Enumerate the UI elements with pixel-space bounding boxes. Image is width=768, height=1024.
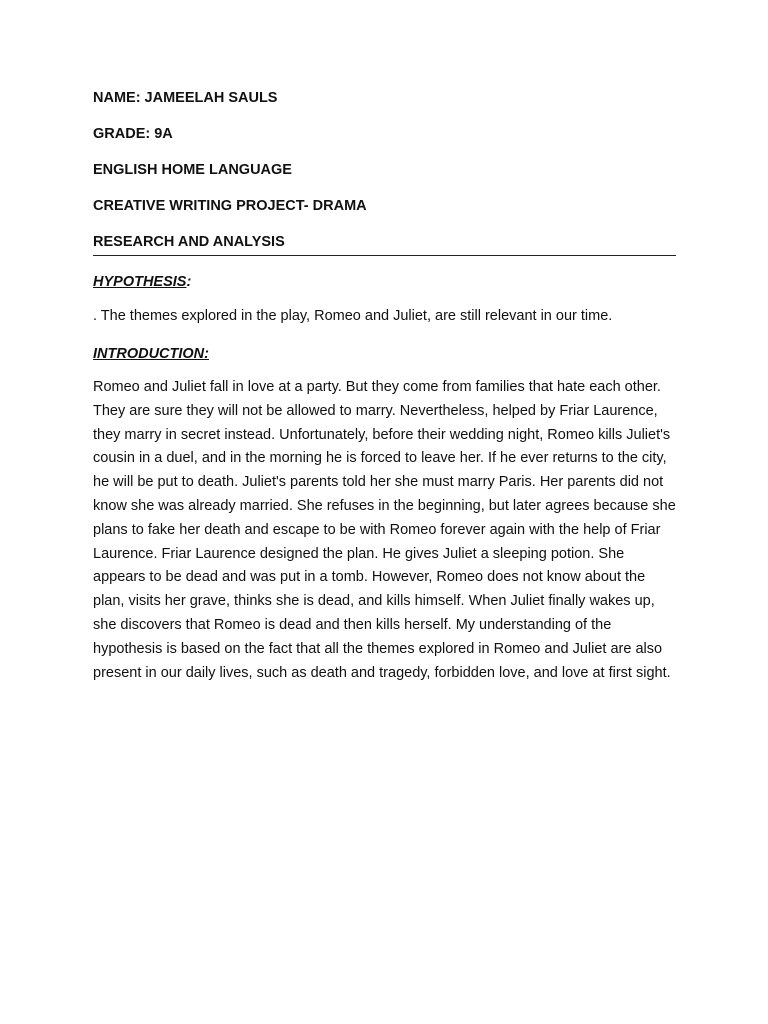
subject-title: ENGLISH HOME LANGUAGE (93, 162, 292, 178)
introduction-text: Romeo and Juliet fall in love at a party. But they come from families that hate each other. They are sure they will not be allowed to marry. Nevertheless, helped by Friar Laurence, they marry in secret instead. Unfortunately, before their wedding night, Romeo kills Juliet's cousin in a duel, and in the morning he is forced to leave her. If he ever returns to the city, he will be put to death. Juliet's parents told her she must marry Paris. Her parents did not know she was already married. She refuses in the beginning, but later agrees because she plans to fake her death and escape to be with Romeo forever again with the help of Friar Laurence. Friar Laurence designed the plan. He gives Juliet a sleeping potion. She appears to be dead and was put in a tomb. However, Romeo does not know about the plan, visits her grave, thinks she is dead, and kills himself. When Juliet finally wakes up, she discovers that Romeo is dead and then kills herself. My understanding of the hypothesis is based on the fact that all the themes explored in Romeo and Juliet are also present in our daily lives, such as death and tragedy, forbidden love, and love at first sight. (93, 379, 676, 681)
section-title: RESEARCH AND ANALYSIS (93, 230, 676, 256)
student-name: NAME: JAMEELAH SAULS (93, 90, 278, 106)
introduction-heading-label: INTRODUCTION: (93, 346, 209, 362)
document-content (93, 86, 676, 685)
hypothesis-heading-colon: : (186, 274, 192, 290)
project-title: CREATIVE WRITING PROJECT- DRAMA (93, 198, 367, 214)
hypothesis-heading (93, 270, 676, 294)
hypothesis-heading-label: HYPOTHESIS (93, 274, 187, 290)
hypothesis-text: . The themes explored in the play, Romeo and Juliet, are still relevant in our time. (93, 308, 613, 324)
introduction-heading (93, 342, 676, 366)
student-grade: GRADE: 9A (93, 126, 173, 142)
